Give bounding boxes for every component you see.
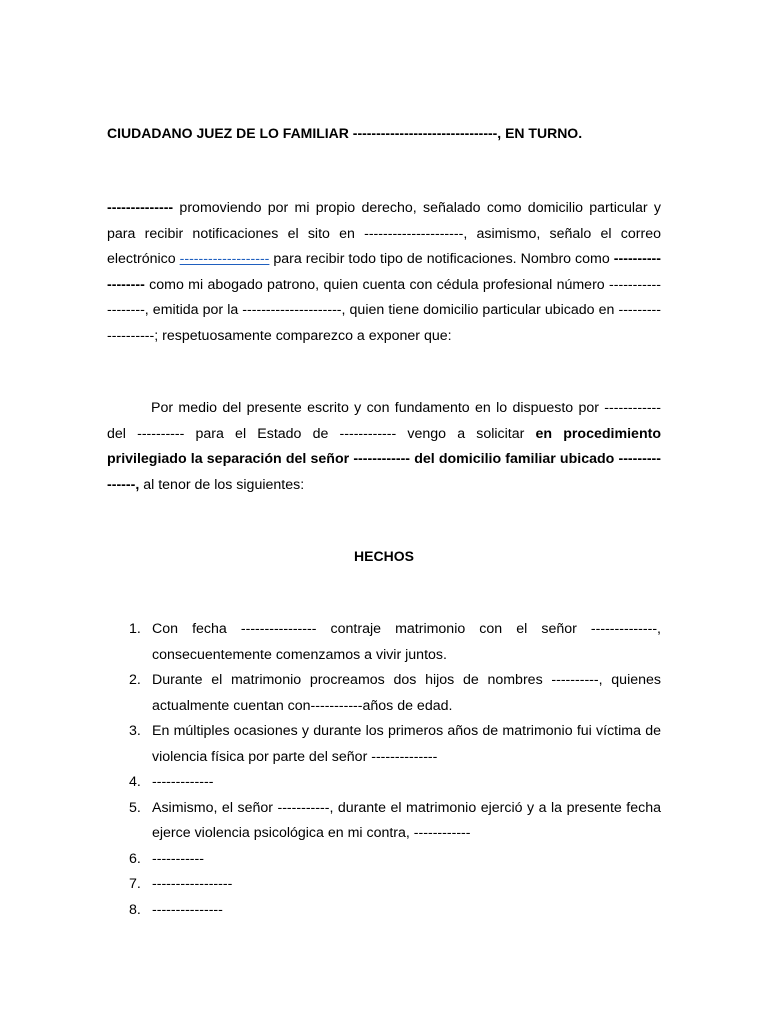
list-item-text: -----------------	[152, 876, 233, 892]
list-item	[107, 872, 661, 898]
promovente-name-blank: --------------	[107, 200, 174, 216]
list-item	[107, 796, 661, 847]
list-item	[107, 898, 661, 924]
list-item-text: En múltiples ocasiones y durante los primeros años de matrimonio fui víctima de violencia física por parte del señor --------------	[152, 723, 661, 765]
petition-text-1: Por medio del presente escrito y con fundamento en lo dispuesto por ------------ del ---------- para el Estado de ------------ vengo a solicitar	[107, 400, 661, 442]
list-item-number: 8.	[129, 901, 141, 918]
section-title-hechos: HECHOS	[354, 548, 414, 564]
intro-text-3: como mi abogado patrono, quien cuenta con cédula profesional número -------------------, emitida por la ---------------------, quien tiene domicilio particular ubicado en -------------------; respetuosamente comparezco a exponer que:	[107, 276, 661, 344]
facts-list	[107, 617, 661, 923]
list-item	[107, 847, 661, 873]
document-heading: CIUDADANO JUEZ DE LO FAMILIAR -------------------------------, EN TURNO.	[107, 125, 583, 141]
list-item-number: 6.	[129, 850, 141, 867]
petition-paragraph	[107, 396, 661, 498]
list-item-text: -----------	[152, 850, 204, 867]
email-link[interactable]: -------------------	[179, 251, 270, 267]
list-item	[107, 719, 661, 770]
list-item-text: Durante el matrimonio procreamos dos hijos de nombres ----------, quienes actualmente cuentan con-----------años de edad.	[152, 672, 661, 714]
intro-text-2: para recibir todo tipo de notificaciones. Nombro como	[269, 251, 614, 267]
list-item	[107, 617, 661, 668]
list-item-text: Asimismo, el señor -----------, durante el matrimonio ejerció y a la presente fecha ejerce violencia psicológica en mi contra, ------------	[152, 799, 661, 841]
list-item	[107, 668, 661, 719]
list-item-number: 5.	[129, 799, 141, 816]
list-item-number: 3.	[129, 723, 141, 739]
list-item-number: 1.	[129, 621, 141, 637]
lawyer-name-blank: ------------------	[107, 251, 662, 293]
list-item-text: -------------	[152, 774, 214, 790]
list-item-number: 4.	[129, 774, 141, 790]
intro-text-1: promoviendo por mi propio derecho, señalado como domicilio particular y para recibir notificaciones el sito en ---------------------, asimismo, señalo el correo electrónico	[107, 200, 661, 267]
list-item	[107, 770, 661, 796]
list-item-text: Con fecha ---------------- contraje matrimonio con el señor --------------, consecuentemente comenzamos a vivir juntos.	[152, 621, 661, 663]
petition-bold-text: en procedimiento privilegiado la separación del señor ------------ del domicilio familiar ubicado ---------------,	[107, 425, 661, 493]
petition-text-2: al tenor de los siguientes:	[139, 476, 305, 493]
list-item-number: 7.	[129, 876, 141, 892]
list-item-number: 2.	[129, 672, 141, 688]
intro-paragraph	[107, 196, 661, 349]
list-item-text: ---------------	[152, 901, 223, 918]
